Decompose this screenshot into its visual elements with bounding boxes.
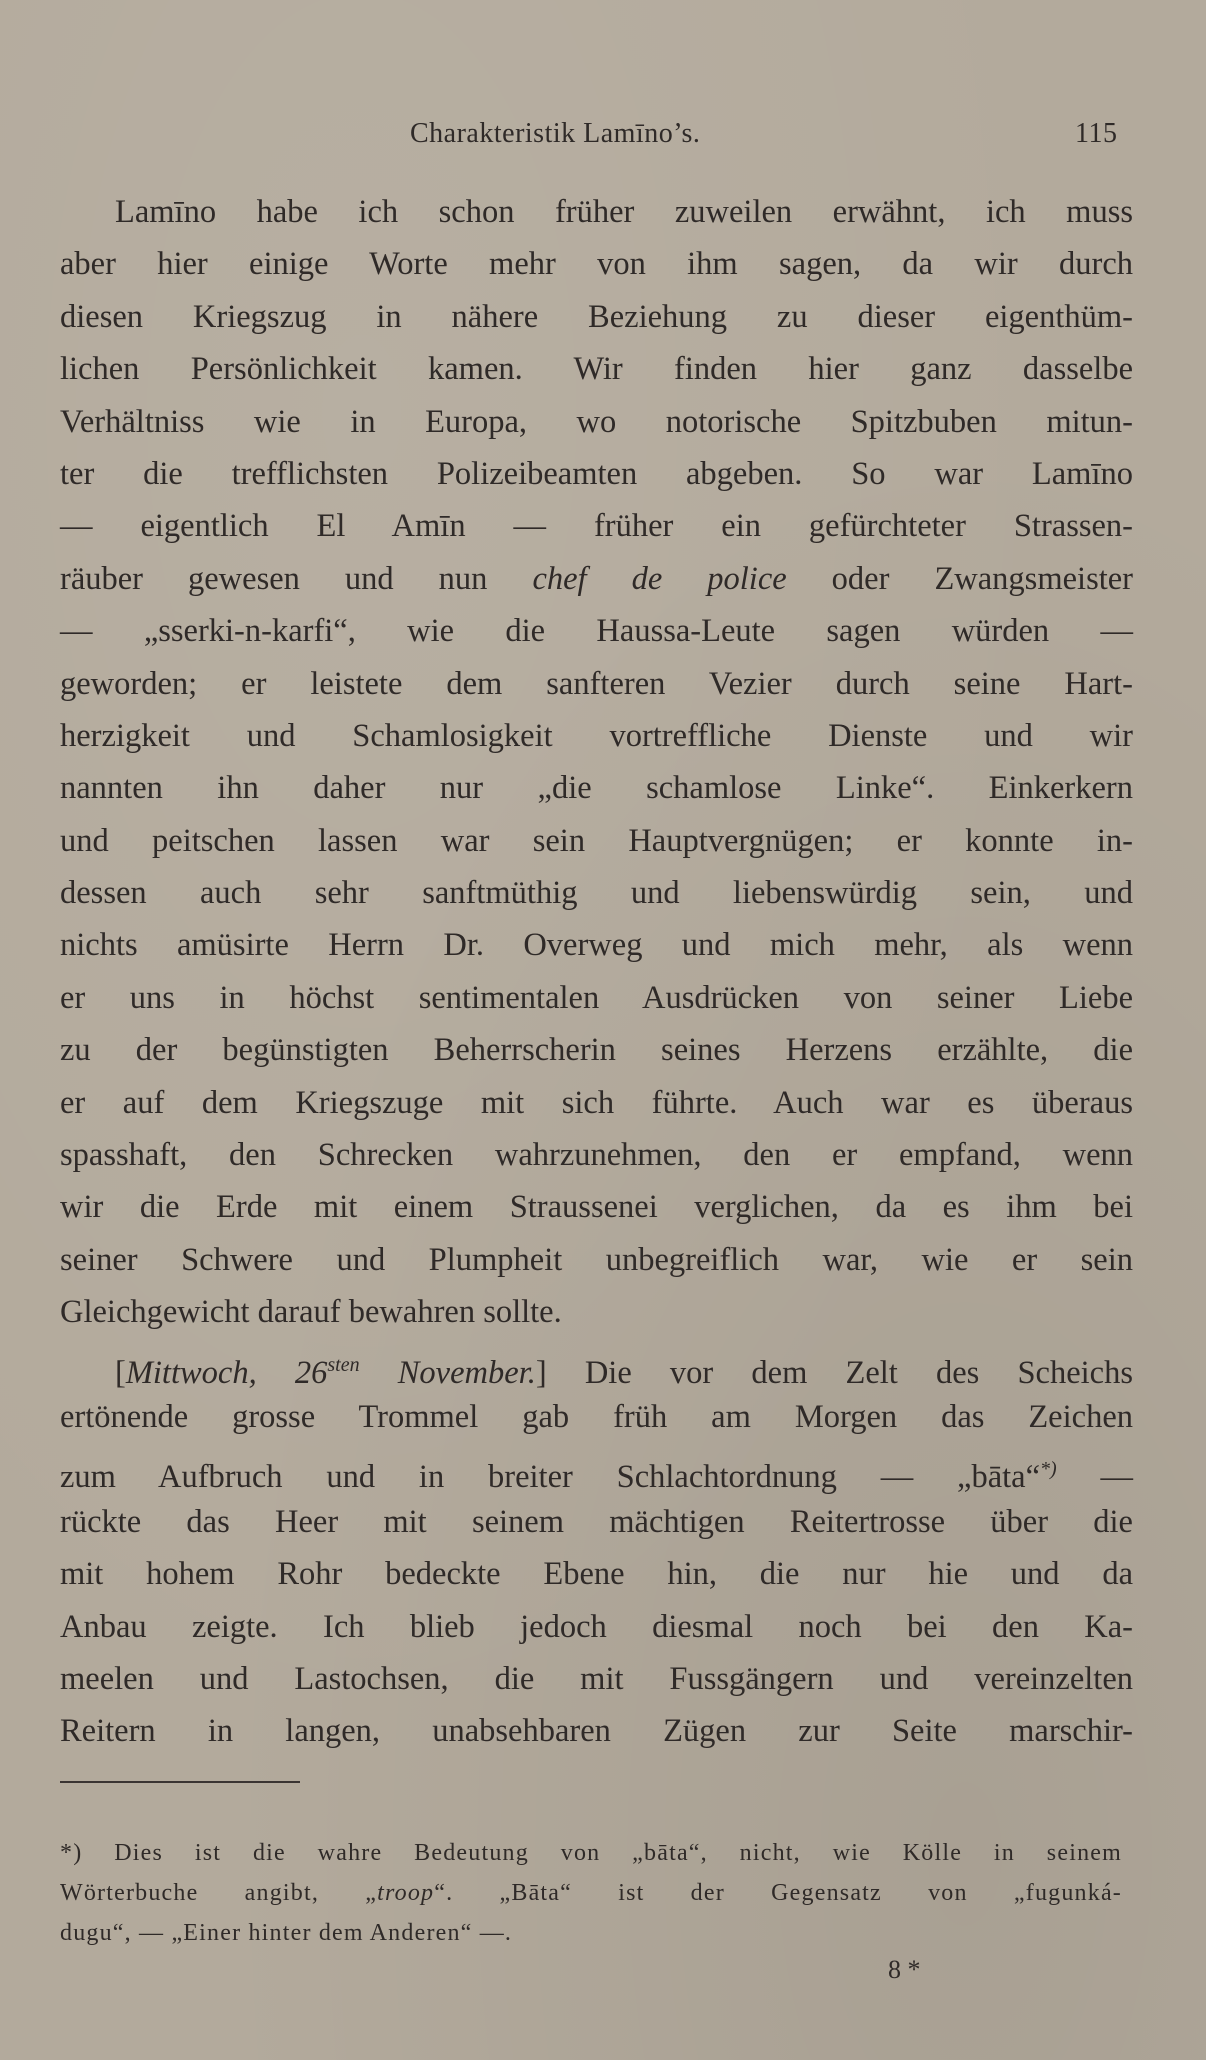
text-line: wir die Erde mit einem Straussenei verglichen, da es ihm bei	[60, 1189, 1133, 1226]
footnote-line: dugu“, — „Einer hinter dem Anderen“ —.	[60, 1920, 513, 1946]
text-line: mit hohem Rohr bedeckte Ebene hin, die nur hie und da	[60, 1556, 1133, 1593]
text-line: diesen Kriegszug in nähere Beziehung zu dieser eigenthüm-	[60, 298, 1133, 335]
footnote	[60, 1833, 1122, 1953]
date-day: Mittwoch, 26	[125, 1354, 328, 1391]
italic-phrase: chef de police	[532, 560, 787, 597]
text-line: spasshaft, den Schrecken wahrzunehmen, den er empfand, wenn	[60, 1137, 1133, 1174]
text-line: und peitschen lassen war sein Hauptvergnügen; er konnte in-	[60, 822, 1133, 859]
text-line: — eigentlich El Amīn — früher ein gefürchteter Strassen-	[60, 508, 1133, 545]
text-line: — „sserki-n-karfi“, wie die Haussa-Leute sagen würden —	[60, 613, 1133, 650]
text-line: geworden; er leistete dem sanfteren Vezier durch seine Hart-	[60, 665, 1133, 702]
text-line: nannten ihn daher nur „die schamlose Linke“. Einkerkern	[60, 770, 1133, 807]
text-line: Lamīno habe ich schon früher zuweilen erwähnt, ich muss	[115, 194, 1133, 230]
date-line	[60, 1339, 1133, 1391]
text-segment: Wörterbuche angibt, „	[60, 1880, 378, 1906]
text-line	[60, 1443, 1133, 1495]
text-line: rückte das Heer mit seinem mächtigen Reitertrosse über die	[60, 1503, 1133, 1540]
text-line: lichen Persönlichkeit kamen. Wir finden hier ganz dasselbe	[60, 351, 1133, 388]
text-segment: oder Zwangsmeister	[786, 560, 1133, 597]
text-line: nichts amüsirte Herrn Dr. Overweg und mich mehr, als wenn	[60, 927, 1133, 964]
text-segment: räuber gewesen und nun	[60, 560, 533, 597]
text-line: er uns in höchst sentimentalen Ausdrücken von seiner Liebe	[60, 979, 1133, 1016]
text-segment: “. „Bāta“ ist der Gegensatz von „fugunká-	[434, 1880, 1122, 1906]
footnote-marker: *)	[1040, 1458, 1057, 1481]
text-line: meelen und Lastochsen, die mit Fussgängern und vereinzelten	[60, 1660, 1133, 1697]
page-number: 115	[1075, 118, 1118, 149]
main-text	[60, 186, 1133, 1758]
text-line: Anbau zeigte. Ich blieb jedoch diesmal noch bei den Ka-	[60, 1608, 1133, 1645]
footnote-divider	[60, 1781, 300, 1783]
bracket-open: [	[115, 1354, 126, 1391]
text-segment: —	[1056, 1459, 1134, 1496]
text-line: dessen auch sehr sanftmüthig und liebenswürdig sein, und	[60, 875, 1133, 912]
text-segment: Die vor dem Zelt des Scheichs	[546, 1354, 1133, 1391]
footnote-line	[60, 1873, 1122, 1913]
text-line: er auf dem Kriegszuge mit sich führte. Auch war es überaus	[60, 1084, 1133, 1121]
text-line: Gleichgewicht darauf bewahren sollte.	[60, 1294, 562, 1331]
text-line: aber hier einige Worte mehr von ihm sagen, da wir durch	[60, 246, 1133, 283]
text-line: zu der begünstigten Beherrscherin seines Herzens erzählte, die	[60, 1032, 1133, 1069]
text-line: ertönende grosse Trommel gab früh am Morgen das Zeichen	[60, 1398, 1133, 1435]
text-line: ter die trefflichsten Polizeibeamten abgeben. So war Lamīno	[60, 455, 1133, 492]
date-ordinal: sten	[327, 1353, 360, 1376]
running-head	[0, 118, 1206, 158]
text-segment: zum Aufbruch und in breiter Schlachtordnung — „bāta“	[60, 1459, 1041, 1496]
signature-mark: 8 *	[888, 1955, 921, 1984]
text-line: Verhältniss wie in Europa, wo notorische Spitzbuben mitun-	[60, 403, 1133, 440]
bracket-close: ]	[535, 1354, 547, 1391]
date-month: November.	[359, 1354, 536, 1391]
running-head-title: Charakteristik Lamīno’s.	[410, 118, 701, 149]
text-line	[60, 553, 1133, 605]
italic-phrase: troop	[377, 1880, 435, 1906]
text-line: seiner Schwere und Plumpheit unbegreiflich war, wie er sein	[60, 1241, 1133, 1278]
text-line: Reitern in langen, unabsehbaren Zügen zur Seite marschir-	[60, 1713, 1133, 1750]
text-line: herzigkeit und Schamlosigkeit vortreffliche Dienste und wir	[60, 717, 1133, 754]
footnote-line: *) Dies ist die wahre Bedeutung von „bāta“, nicht, wie Kölle in seinem	[60, 1840, 1122, 1866]
